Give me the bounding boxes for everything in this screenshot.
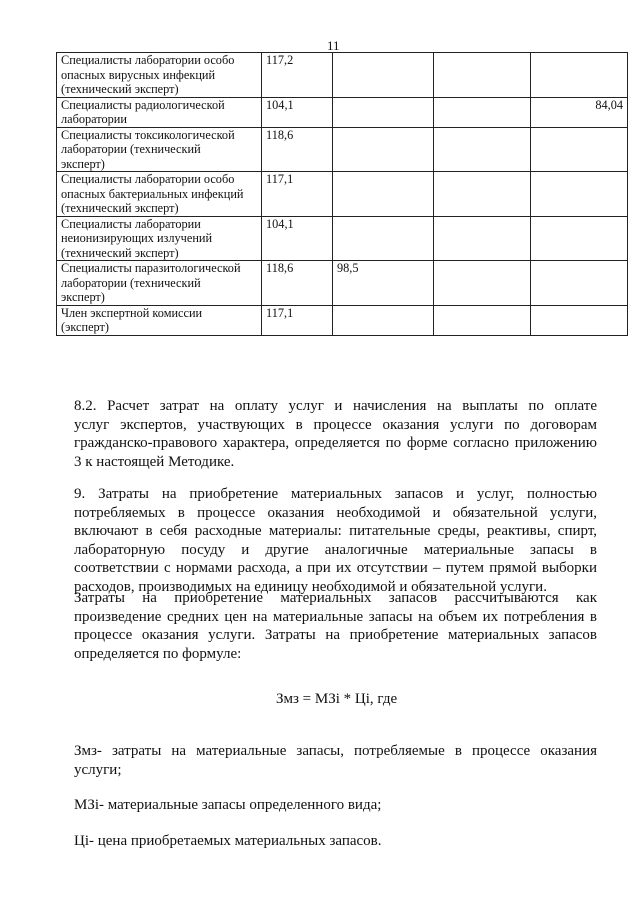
cell-text: Член экспертной комиссии (эксперт) [61, 305, 203, 334]
text-line: процессе оказания услуги. Затраты на приобретение материальных запасов [74, 627, 597, 643]
value-cell [434, 305, 531, 335]
cell-text: Специалисты лаборатории особо опасных бактериальных инфекций (технический эксперт) [61, 172, 244, 215]
text-line: лабораторную посуду и другие аналогичные материальные запасы в [74, 541, 597, 558]
row-label-cell [57, 305, 262, 335]
value-cell [262, 127, 333, 172]
cell-text: 118,6 [266, 261, 294, 275]
value-cell [262, 172, 333, 217]
text-line: Змз- затраты на материальные запасы, потребляемые в процессе оказания [74, 743, 597, 759]
value-cell [262, 261, 333, 306]
text-line: потребляемых в процессе оказания необходимой и обязательной услуги, [74, 504, 597, 521]
cell-text: Специалисты паразитологической лаборатории (технический эксперт) [61, 261, 241, 304]
row-label-cell [57, 97, 262, 127]
paragraph-9-continued [74, 589, 597, 663]
value-cell [333, 127, 434, 172]
value-cell [262, 305, 333, 335]
row-label-cell [57, 261, 262, 306]
text-line: Затраты на приобретение материальных запасов рассчитываются как [74, 590, 597, 606]
definition-ci: Цi- цена приобретаемых материальных запасов. [74, 833, 382, 849]
value-cell [333, 216, 434, 261]
row-label-cell [57, 172, 262, 217]
staff-cost-table [56, 52, 628, 336]
text-line: 8.2. Расчет затрат на оплату услуг и начисления на выплаты по оплате [74, 398, 597, 414]
value-cell [434, 216, 531, 261]
cell-text: 117,1 [266, 305, 294, 320]
value-cell [333, 305, 434, 335]
text-line: определяется по формуле: [74, 645, 242, 662]
value-cell [434, 127, 531, 172]
value-cell [434, 172, 531, 217]
value-cell [333, 53, 434, 98]
value-cell [434, 97, 531, 127]
text-line: расходов, производимых на единицу необходимой и обязательной услуги. [74, 578, 547, 595]
value-cell [333, 172, 434, 217]
cell-text: Специалисты лаборатории особо опасных вирусных инфекций (технический эксперт) [61, 53, 235, 96]
paragraph-9 [74, 485, 597, 596]
row-label-cell [57, 216, 262, 261]
text-line: 9. Затраты на приобретение материальных запасов и услуг, полностью [74, 486, 597, 502]
text-line: услуги; [74, 761, 122, 778]
cell-text: Специалисты радиологической лаборатории [61, 97, 225, 126]
value-cell [531, 53, 628, 98]
cell-text: 117,2 [266, 53, 294, 67]
text-line: соответствии с нормами расхода, а при их отсутствии – путем прямой выборки [74, 560, 597, 576]
cell-text: 104,1 [266, 97, 294, 112]
value-cell [531, 127, 628, 172]
text-line: произведение средних цен на материальные запасы на объем их потребления в [74, 608, 597, 625]
value-cell [531, 172, 628, 217]
table-row [57, 127, 628, 172]
table-row [57, 305, 628, 335]
text-line: гражданско-правового характера, определяется по форме согласно приложению [74, 435, 597, 451]
value-cell [531, 97, 628, 127]
text-line: услуг экспертов, участвующих в процессе оказания услуги по договорам [74, 416, 597, 433]
cell-text: 118,6 [266, 127, 294, 142]
definition-mzi: МЗi- материальные запасы определенного вида; [74, 797, 382, 813]
cell-text: Специалисты токсикологической лаборатории (технический эксперт) [61, 127, 235, 171]
table-row [57, 216, 628, 261]
table-row [57, 53, 628, 98]
row-label-cell [57, 127, 262, 172]
page-number: 11 [327, 38, 340, 53]
cell-text: Специалисты лаборатории неионизирующих излучений (технический эксперт) [61, 216, 213, 260]
cell-text: 98,5 [337, 261, 359, 275]
value-cell [434, 53, 531, 98]
value-cell [531, 305, 628, 335]
definition-zmz [74, 742, 597, 779]
cell-text: 84,04 [595, 97, 623, 112]
value-cell [262, 216, 333, 261]
text-line: включают в себя расходные материалы: питательные среды, реактивы, спирт, [74, 523, 597, 539]
text-line: 3 к настоящей Методике. [74, 453, 235, 470]
value-cell [531, 216, 628, 261]
cell-text: 104,1 [266, 216, 294, 231]
row-label-cell [57, 53, 262, 98]
value-cell [262, 53, 333, 98]
value-cell [333, 97, 434, 127]
formula: Змз = МЗi * Цi, где [276, 691, 398, 707]
value-cell [531, 261, 628, 306]
table-row [57, 97, 628, 127]
table-row [57, 261, 628, 306]
paragraph-8-2 [74, 397, 597, 471]
value-cell [262, 97, 333, 127]
cell-text: 117,1 [266, 172, 294, 186]
value-cell [434, 261, 531, 306]
table-row [57, 172, 628, 217]
value-cell [333, 261, 434, 306]
